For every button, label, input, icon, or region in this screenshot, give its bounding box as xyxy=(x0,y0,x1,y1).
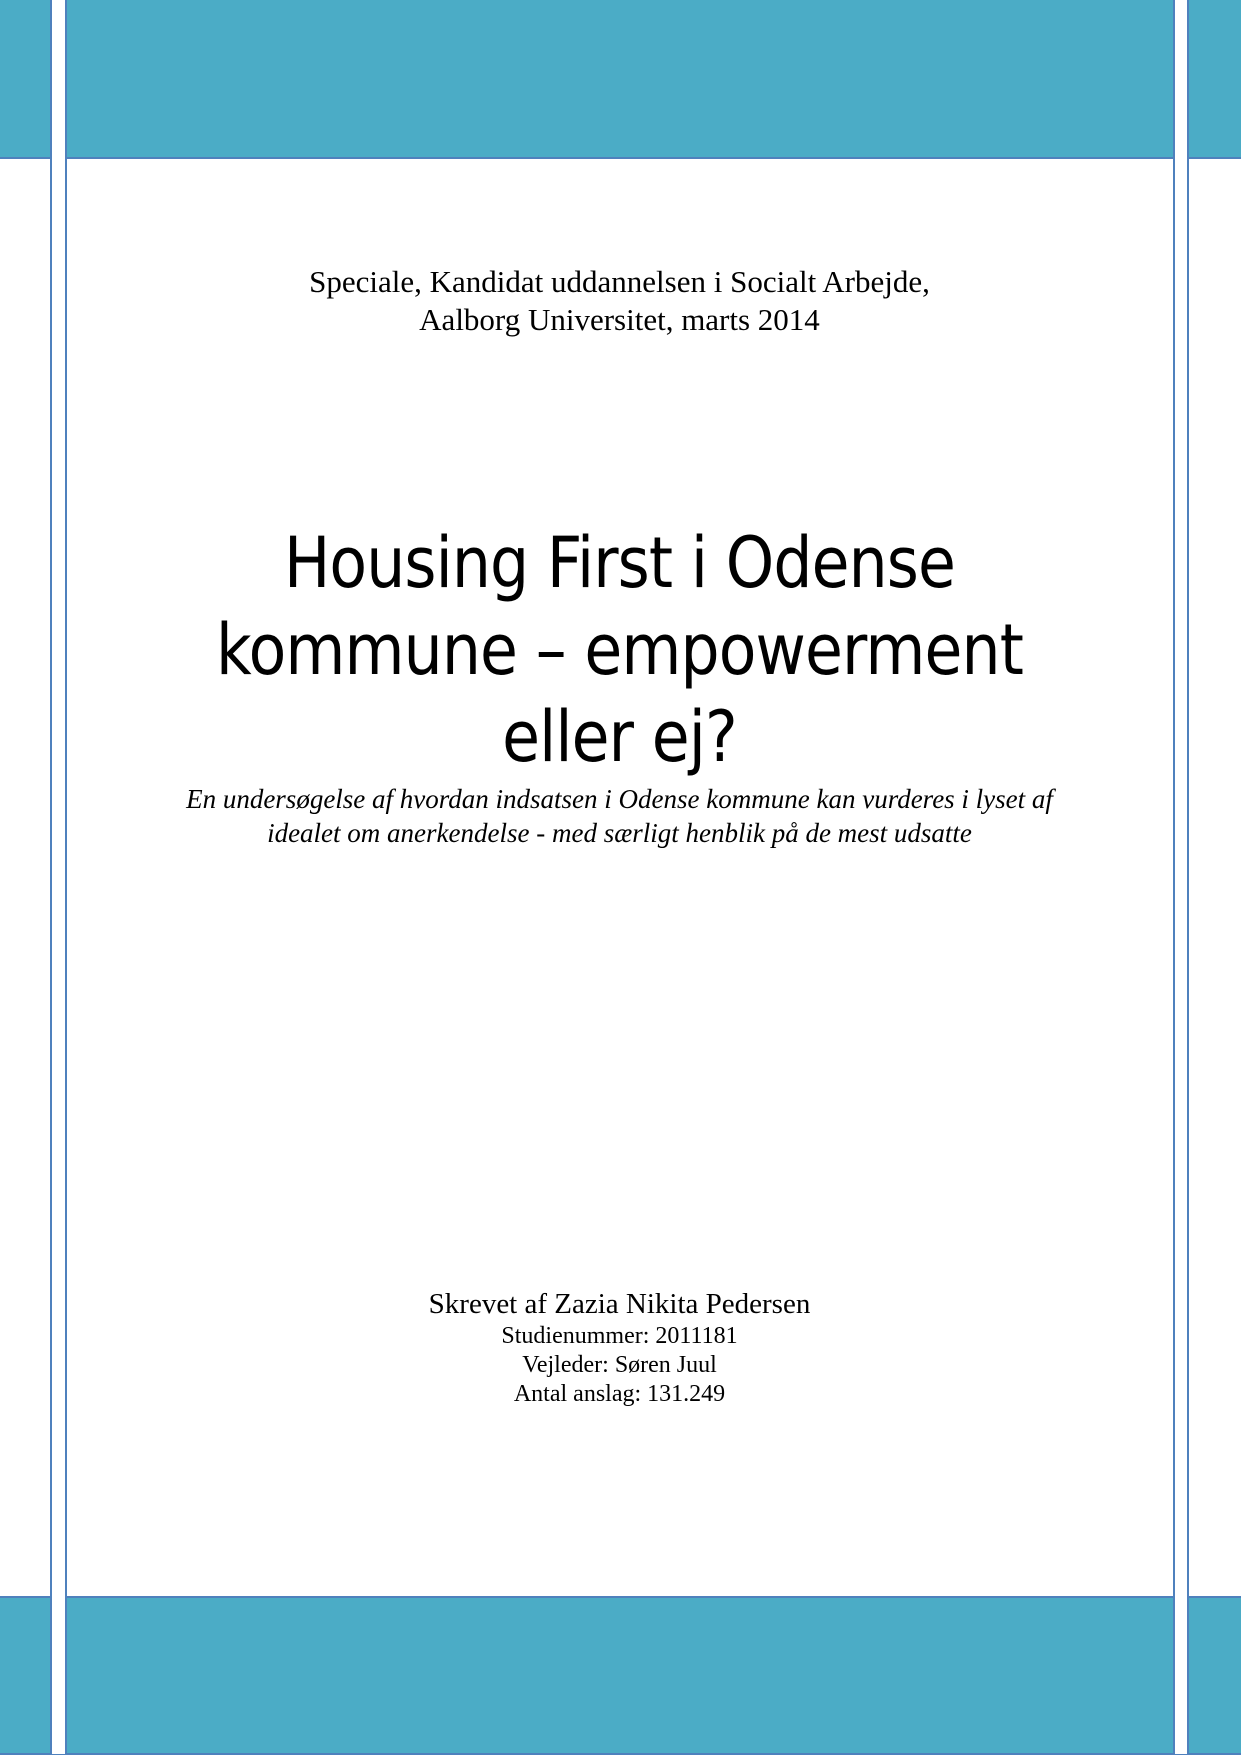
institution-block xyxy=(66,263,1173,339)
title-line-1: Housing First i Odense xyxy=(283,522,956,604)
author-name: Skrevet af Zazia Nikita Pedersen xyxy=(428,1288,811,1320)
student-number: Studienummer: 2011181 xyxy=(501,1323,738,1349)
top-decorative-band xyxy=(0,0,1241,159)
document-title xyxy=(132,520,1106,781)
institution-line-2: Aalborg Universitet, marts 2014 xyxy=(419,302,820,337)
institution-line-1: Speciale, Kandidat uddannelsen i Socialt Arbejde, xyxy=(309,264,930,299)
bottom-decorative-band xyxy=(0,1596,1241,1755)
right-vertical-strip xyxy=(1173,0,1189,1754)
title-line-2: kommune – empowerment xyxy=(216,609,1023,691)
supervisor: Vejleder: Søren Juul xyxy=(522,1352,717,1378)
title-line-3: eller ej? xyxy=(502,696,737,778)
character-count: Antal anslag: 131.249 xyxy=(513,1381,726,1407)
subtitle-line-1: En undersøgelse af hvordan indsatsen i Odense kommune kan vurderes i lyset af xyxy=(186,784,1053,814)
subtitle-line-2: idealet om anerkendelse - med særligt henblik på de mest udsatte xyxy=(267,818,972,848)
document-subtitle xyxy=(66,782,1173,850)
left-vertical-strip xyxy=(50,0,67,1754)
